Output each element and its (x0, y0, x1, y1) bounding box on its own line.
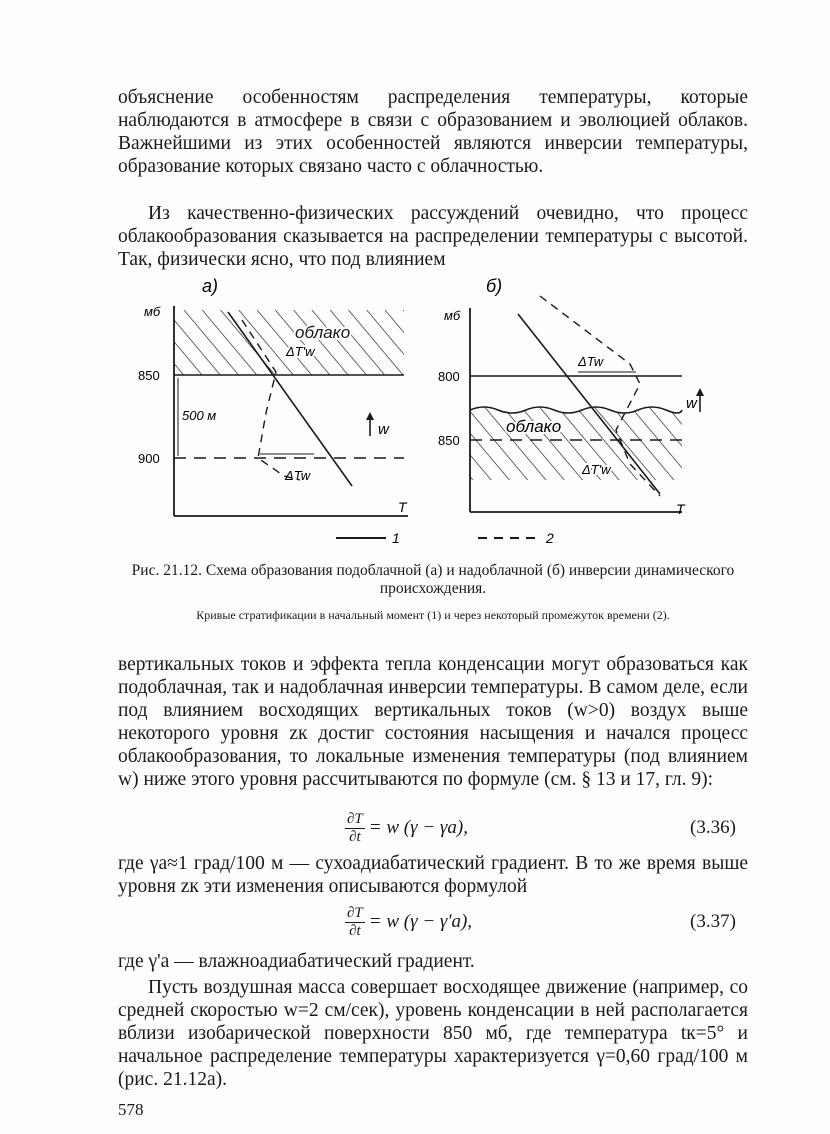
eq1-rhs: = w (γ − γа), (368, 817, 468, 838)
dT-prime-label-b: ΔT'w (582, 462, 611, 477)
panel-a (138, 276, 408, 516)
equation-3-37 (345, 902, 472, 942)
layer-depth-label: 500 м (182, 408, 217, 423)
eq2-rhs: = w (γ − γ'а), (368, 911, 473, 932)
cloud-region-b (470, 407, 682, 480)
legend-label-1: 1 (392, 530, 400, 546)
figure-caption-note: Кривые стратификации в начальный момент (1) и через некоторый промежуток времени (2). (196, 608, 670, 622)
paragraph-dry-adiabatic: где γа≈1 град/100 м — сухоадиабатический градиент. В то же время выше уровня zк эти изменения описываются формулой (118, 853, 748, 897)
equation-number-3-37: (3.37) (690, 911, 736, 932)
T-label-b: T (676, 501, 685, 517)
page-number: 578 (118, 1100, 144, 1119)
dT-label-b: ΔTw (578, 354, 604, 369)
partial-derivative-3-36 (345, 811, 365, 846)
figure-caption: Рис. 21.12. Схема образования подоблачной (а) и надоблачной (б) инверсии динамического происхождения. (131, 562, 735, 597)
cloud-label-b: облако (506, 417, 562, 436)
w-label-b: w (686, 395, 697, 412)
legend (336, 530, 554, 546)
dT-label-a: ΔTw (285, 468, 311, 483)
panel-b-unit: мб (444, 308, 461, 323)
dT-prime-label-a: ΔT'w (286, 344, 315, 359)
T-label-a: T (398, 499, 407, 515)
panel-a-unit: мб (144, 304, 161, 319)
cloud-label-a: облако (295, 323, 351, 342)
equation-3-36 (345, 808, 468, 848)
paragraph-intro: объяснение особенностям распределения температуры, которые наблюдаются в атмосфере в связи с образованием и эволюцией облаков. Важнейшими из этих особенностей являются инверсии температуры, образование которых связано часто с облачностью. (118, 87, 748, 177)
tick-800-b: 800 (438, 369, 460, 384)
eq1-denominator: ∂t (349, 828, 361, 845)
paragraph-example: Пусть воздушная масса совершает восходящее движение (например, со средней скоростью w=2 см/сек), уровень конденсации в ней располагается вблизи изобарической поверхности 850 мб, где температура tк=5° и начальное распределение температуры характеризуется γ=0,60 град/100 м (рис. 21.12а). (118, 977, 748, 1090)
panel-b (438, 276, 704, 517)
partial-derivative-3-37 (345, 905, 365, 940)
panel-a-label: а) (202, 276, 219, 296)
legend-label-2: 2 (546, 530, 554, 546)
tick-900-a: 900 (138, 451, 160, 466)
w-arrow-head-a (366, 412, 374, 420)
w-arrow-head-b (696, 388, 704, 396)
eq2-denominator: ∂t (349, 922, 361, 939)
panel-b-label: б) (486, 276, 503, 296)
figure-svg (130, 268, 710, 558)
tick-850-b: 850 (438, 433, 460, 448)
eq2-numerator: ∂T (347, 904, 363, 921)
figure-21-12 (130, 268, 710, 563)
cloud-region-a (174, 310, 404, 375)
paragraph-inversion: вертикальных токов и эффекта тепла конденсации могут образоваться как подоблачная, так и надоблачная инверсии температуры. В самом деле, если под влиянием восходящих вертикальных токов (w>0) воздух выше некоторого уровня zк достиг состояния насыщения и начался процесс облакообразования, то локальные изменения температуры (под влиянием w) ниже этого уровня рассчитываются по формуле (см. § 13 и 17, гл. 9): (118, 654, 748, 790)
w-label-a: w (378, 421, 389, 438)
eq1-numerator: ∂T (347, 810, 363, 827)
paragraph-reasoning: Из качественно-физических рассуждений очевидно, что процесс облакообразования сказывается на распределении температуры с высотой. Так, физически ясно, что под влиянием (118, 203, 748, 270)
equation-number-3-36: (3.36) (690, 817, 736, 838)
paragraph-moist-adiabatic: где γ'а — влажноадиабатический градиент. (118, 951, 475, 972)
tick-850-a: 850 (138, 368, 160, 383)
